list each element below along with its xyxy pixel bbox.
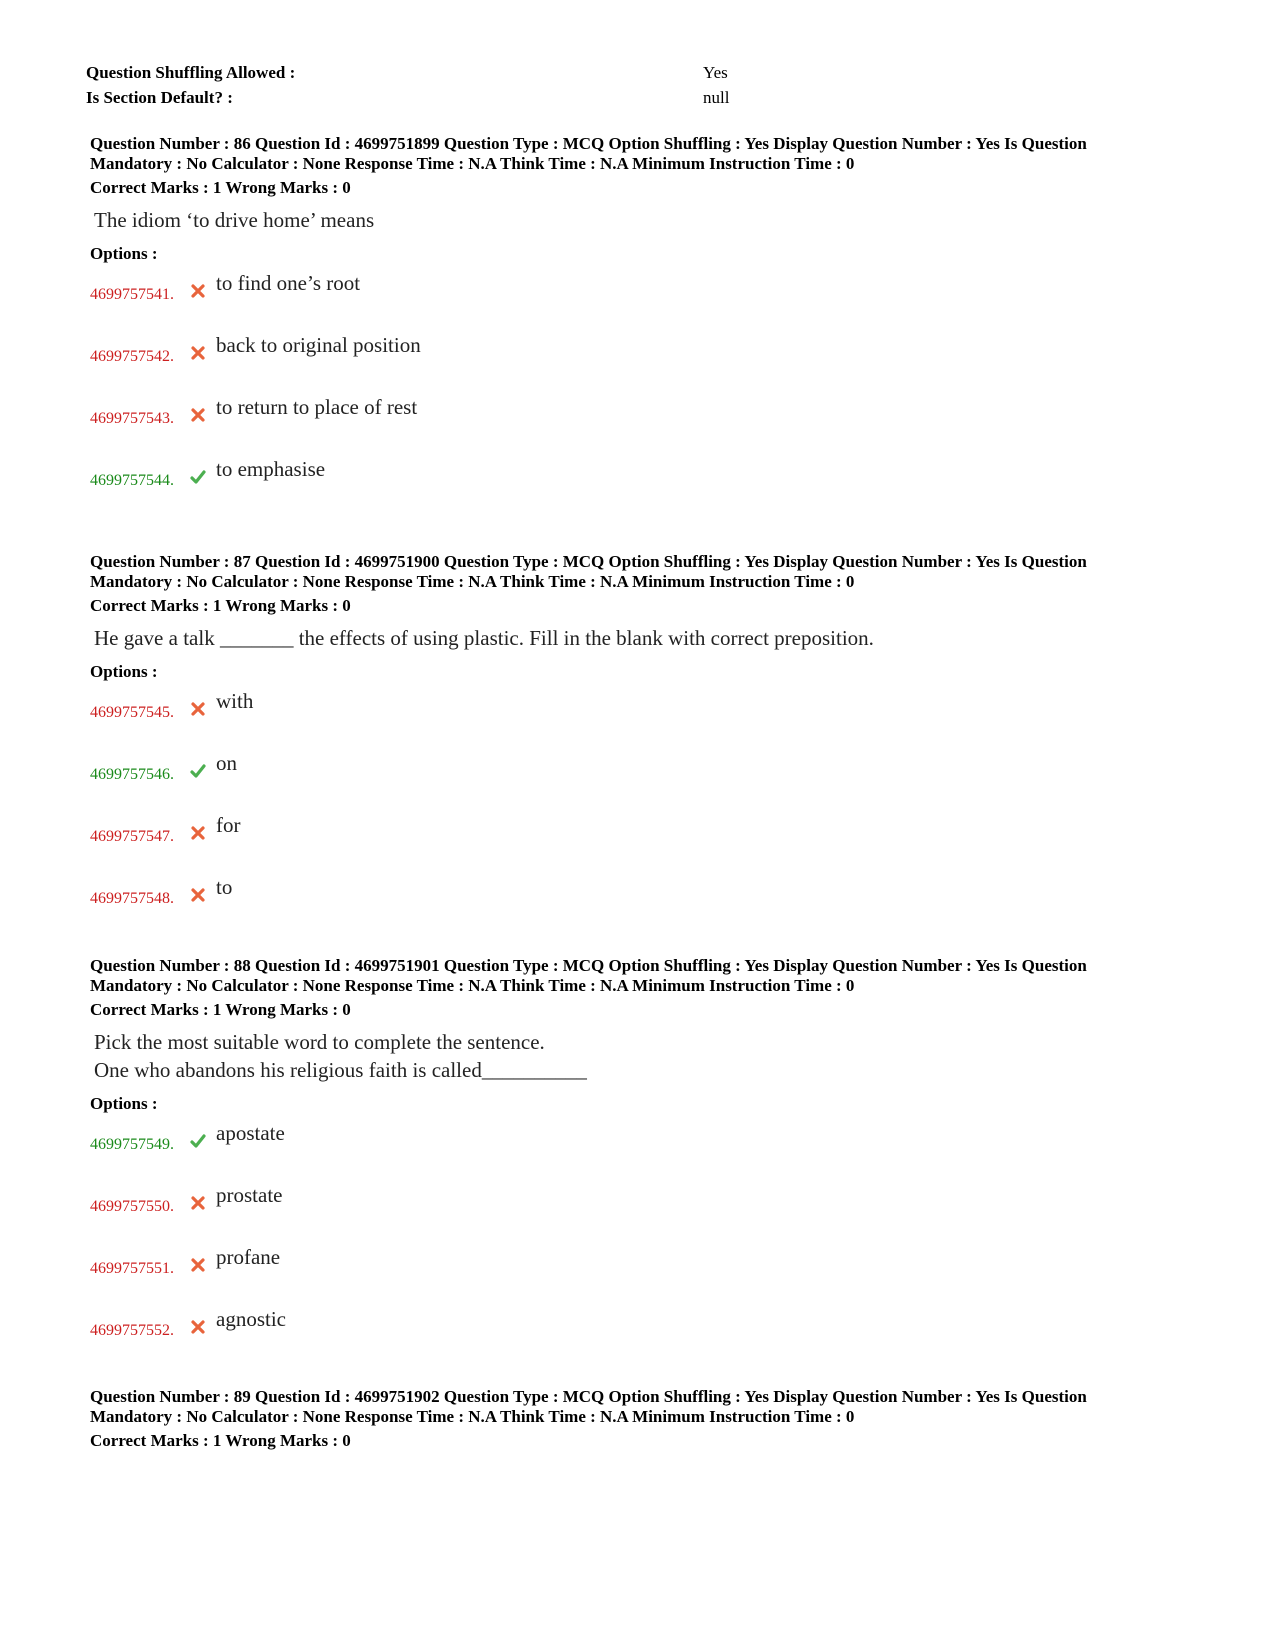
section-default-label: Is Section Default? :	[86, 88, 233, 107]
cross-icon	[190, 283, 206, 299]
option-id: 4699757541.	[90, 286, 174, 303]
question-text	[90, 1028, 1200, 1084]
cross-icon	[190, 407, 206, 423]
question-86	[90, 134, 1200, 512]
option-text: for	[216, 813, 241, 837]
option-id: 4699757542.	[90, 348, 174, 365]
option-text: apostate	[216, 1121, 285, 1145]
option-item	[90, 806, 1200, 868]
options-label: Options :	[90, 662, 158, 681]
question-text-line: He gave a talk _______ the effects of using plastic. Fill in the blank with correct preposition.	[94, 626, 874, 650]
option-item	[90, 450, 1200, 512]
check-icon	[190, 1133, 206, 1149]
option-item	[90, 1300, 1200, 1362]
option-text: profane	[216, 1245, 281, 1269]
question-marks: Correct Marks : 1 Wrong Marks : 0	[90, 178, 351, 197]
question-marks: Correct Marks : 1 Wrong Marks : 0	[90, 596, 351, 615]
shuffling-row	[86, 60, 786, 85]
option-text: on	[216, 751, 237, 775]
option-item	[90, 868, 1200, 930]
option-id: 4699757547.	[90, 828, 174, 845]
question-text-line: Pick the most suitable word to complete the sentence.	[94, 1030, 545, 1054]
cross-icon	[190, 1195, 206, 1211]
question-header-line2: Mandatory : No Calculator : None Response Time : N.A Think Time : N.A Minimum Instruction Time : 0	[90, 1407, 855, 1426]
question-header-line1: Question Number : 87 Question Id : 4699751900 Question Type : MCQ Option Shuffling : Yes Display Question Number : Yes Is Question	[90, 552, 1087, 571]
option-text: to return to place of rest	[216, 395, 418, 419]
check-icon	[190, 469, 206, 485]
question-header	[90, 134, 1200, 174]
options-list	[90, 682, 1200, 930]
option-id: 4699757546.	[90, 766, 174, 783]
cross-icon	[190, 1319, 206, 1335]
question-text	[90, 624, 1200, 652]
question-marks: Correct Marks : 1 Wrong Marks : 0	[90, 1000, 351, 1019]
question-header-line2: Mandatory : No Calculator : None Response Time : N.A Think Time : N.A Minimum Instruction Time : 0	[90, 572, 855, 591]
option-text: to	[216, 875, 233, 899]
options-list	[90, 264, 1200, 512]
cross-icon	[190, 1257, 206, 1273]
option-item	[90, 264, 1200, 326]
option-text: with	[216, 689, 254, 713]
section-default-value: null	[703, 88, 730, 107]
cross-icon	[190, 887, 206, 903]
question-header-line1: Question Number : 86 Question Id : 4699751899 Question Type : MCQ Option Shuffling : Yes Display Question Number : Yes Is Question	[90, 134, 1087, 153]
section-meta	[86, 60, 786, 110]
cross-icon	[190, 701, 206, 717]
option-id: 4699757551.	[90, 1260, 174, 1277]
question-89	[90, 1387, 1200, 1451]
cross-icon	[190, 345, 206, 361]
question-header-line1: Question Number : 88 Question Id : 4699751901 Question Type : MCQ Option Shuffling : Yes Display Question Number : Yes Is Question	[90, 956, 1087, 975]
option-item	[90, 326, 1200, 388]
option-id: 4699757545.	[90, 704, 174, 721]
question-header-line2: Mandatory : No Calculator : None Response Time : N.A Think Time : N.A Minimum Instruction Time : 0	[90, 154, 855, 173]
shuffling-value: Yes	[703, 63, 728, 82]
options-list	[90, 1114, 1200, 1362]
option-item	[90, 1114, 1200, 1176]
section-default-row	[86, 85, 786, 110]
question-header-line1: Question Number : 89 Question Id : 4699751902 Question Type : MCQ Option Shuffling : Yes Display Question Number : Yes Is Question	[90, 1387, 1087, 1406]
option-text: to find one’s root	[216, 271, 361, 295]
options-label: Options :	[90, 1094, 158, 1113]
option-item	[90, 1176, 1200, 1238]
option-item	[90, 1238, 1200, 1300]
question-88	[90, 956, 1200, 1362]
option-id: 4699757543.	[90, 410, 174, 427]
option-item	[90, 388, 1200, 450]
question-87	[90, 552, 1200, 930]
question-text-line: One who abandons his religious faith is called__________	[94, 1058, 587, 1082]
question-header	[90, 956, 1200, 996]
question-text-line: The idiom ‘to drive home’ means	[94, 208, 375, 232]
options-label: Options :	[90, 244, 158, 263]
check-icon	[190, 763, 206, 779]
option-item	[90, 744, 1200, 806]
question-text	[90, 206, 1200, 234]
option-item	[90, 682, 1200, 744]
option-id: 4699757548.	[90, 890, 174, 907]
option-id: 4699757549.	[90, 1136, 174, 1153]
option-text: back to original position	[216, 333, 421, 357]
option-id: 4699757552.	[90, 1322, 174, 1339]
question-marks: Correct Marks : 1 Wrong Marks : 0	[90, 1431, 351, 1450]
shuffling-label: Question Shuffling Allowed :	[86, 63, 296, 82]
question-header	[90, 552, 1200, 592]
question-header-line2: Mandatory : No Calculator : None Response Time : N.A Think Time : N.A Minimum Instruction Time : 0	[90, 976, 855, 995]
option-text: prostate	[216, 1183, 283, 1207]
option-id: 4699757550.	[90, 1198, 174, 1215]
cross-icon	[190, 825, 206, 841]
question-header	[90, 1387, 1200, 1427]
option-text: to emphasise	[216, 457, 326, 481]
option-id: 4699757544.	[90, 472, 174, 489]
option-text: agnostic	[216, 1307, 286, 1331]
